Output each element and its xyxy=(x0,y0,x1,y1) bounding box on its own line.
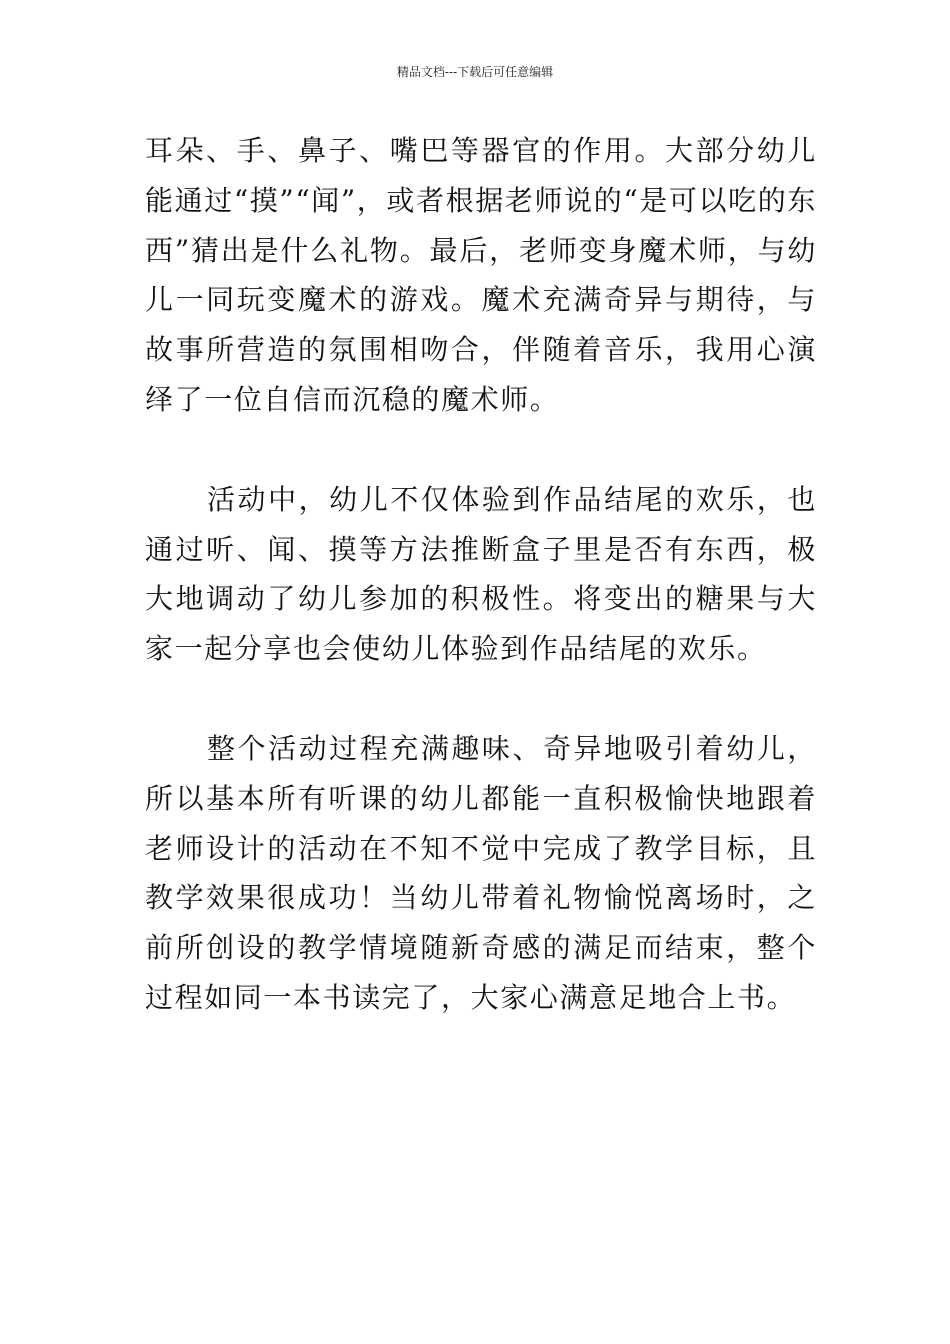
paragraph-spacer xyxy=(145,425,817,475)
page-header: 精品文档---下载后可任意编辑 xyxy=(396,65,554,79)
paragraph-spacer xyxy=(145,674,817,724)
document-body xyxy=(145,126,817,1023)
paragraph: 整个活动过程充满趣味、奇异地吸引着幼儿，所以基本所有听课的幼儿都能一直积极愉快地跟着老师设计的活动在不知不觉中完成了教学目标，且教学效果很成功！当幼儿带着礼物愉悦离场时，之前所创设的教学情境随新奇感的满足而结束，整个过程如同一本书读完了，大家心满意足地合上书。 xyxy=(145,731,817,1014)
paragraph: 活动中，幼儿不仅体验到作品结尾的欢乐，也通过听、闻、摸等方法推断盒子里是否有东西，极大地调动了幼儿参加的积极性。将变出的糖果与大家一起分享也会使幼儿体验到作品结尾的欢乐。 xyxy=(145,482,817,666)
paragraph-continued: 耳朵、手、鼻子、嘴巴等器官的作用。大部分幼儿能通过“摸”“闻”，或者根据老师说的“是可以吃的东西”猜出是什么礼物。最后，老师变身魔术师，与幼儿一同玩变魔术的游戏。魔术充满奇异与期待，与故事所营造的氛围相吻合，伴随着音乐，我用心演绎了一位自信而沉稳的魔术师。 xyxy=(145,134,817,416)
